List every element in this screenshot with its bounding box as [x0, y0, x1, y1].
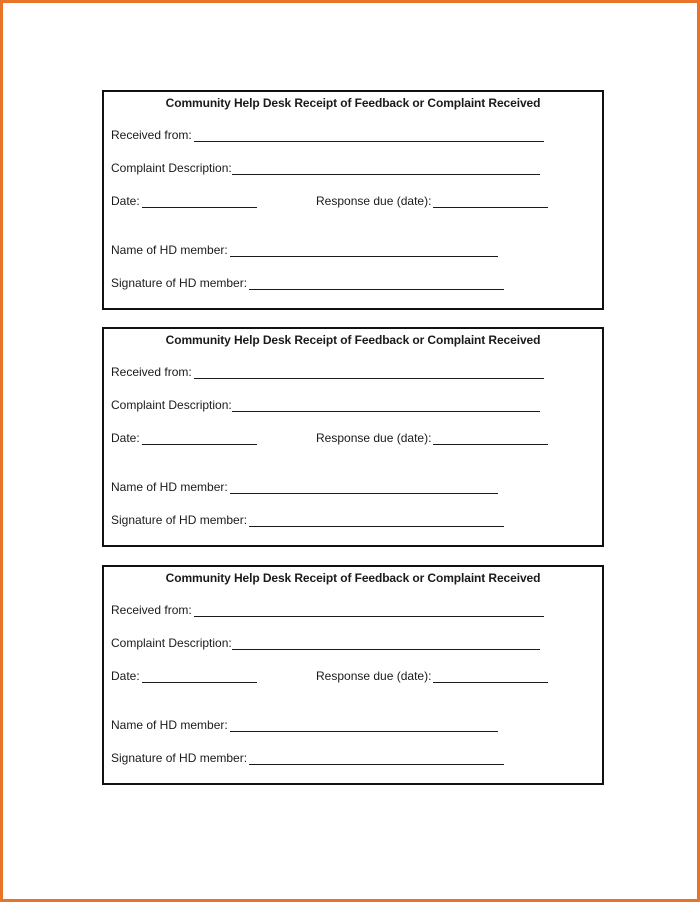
hd-member-signature-field: [111, 276, 504, 290]
received-from-label: Received from:: [111, 128, 192, 142]
hd-member-name-label: Name of HD member:: [111, 243, 228, 257]
complaint-description-field: [111, 398, 540, 412]
receipt-form-1: [102, 90, 604, 310]
response-due-field: [316, 194, 548, 208]
hd-member-name-label: Name of HD member:: [111, 480, 228, 494]
date-label: Date:: [111, 194, 140, 208]
receipt-form-2: [102, 327, 604, 547]
response-due-blank[interactable]: [433, 195, 548, 208]
complaint-description-label: Complaint Description:: [111, 398, 232, 412]
hd-member-signature-field: [111, 513, 504, 527]
response-due-blank[interactable]: [433, 432, 548, 445]
hd-member-signature-label: Signature of HD member:: [111, 276, 248, 290]
receipt-form-3: [102, 565, 604, 785]
hd-member-signature-label: Signature of HD member:: [111, 513, 248, 527]
date-field: [111, 431, 257, 445]
hd-member-signature-blank[interactable]: [249, 752, 504, 765]
response-due-field: [316, 669, 548, 683]
receipt-title: Community Help Desk Receipt of Feedback or Complaint Received: [165, 571, 541, 585]
received-from-label: Received from:: [111, 365, 192, 379]
hd-member-name-field: [111, 718, 498, 732]
received-from-label: Received from:: [111, 603, 192, 617]
hd-member-name-field: [111, 243, 498, 257]
hd-member-name-blank[interactable]: [230, 719, 498, 732]
received-from-field: [111, 128, 544, 142]
hd-member-signature-field: [111, 751, 504, 765]
hd-member-name-blank[interactable]: [230, 481, 498, 494]
hd-member-name-field: [111, 480, 498, 494]
complaint-description-field: [111, 161, 540, 175]
response-due-blank[interactable]: [433, 670, 548, 683]
response-due-label: Response due (date):: [316, 431, 432, 445]
date-blank[interactable]: [142, 195, 257, 208]
receipt-title: Community Help Desk Receipt of Feedback or Complaint Received: [165, 96, 541, 110]
received-from-field: [111, 603, 544, 617]
response-due-label: Response due (date):: [316, 194, 432, 208]
date-field: [111, 194, 257, 208]
received-from-field: [111, 365, 544, 379]
complaint-description-label: Complaint Description:: [111, 161, 232, 175]
hd-member-signature-blank[interactable]: [249, 514, 504, 527]
response-due-field: [316, 431, 548, 445]
complaint-description-blank[interactable]: [232, 399, 540, 412]
date-label: Date:: [111, 669, 140, 683]
receipt-title: Community Help Desk Receipt of Feedback or Complaint Received: [165, 333, 541, 347]
complaint-description-field: [111, 636, 540, 650]
complaint-description-label: Complaint Description:: [111, 636, 232, 650]
hd-member-signature-label: Signature of HD member:: [111, 751, 248, 765]
date-blank[interactable]: [142, 670, 257, 683]
hd-member-signature-blank[interactable]: [249, 277, 504, 290]
date-blank[interactable]: [142, 432, 257, 445]
date-label: Date:: [111, 431, 140, 445]
received-from-blank[interactable]: [194, 604, 544, 617]
response-due-label: Response due (date):: [316, 669, 432, 683]
received-from-blank[interactable]: [194, 129, 544, 142]
received-from-blank[interactable]: [194, 366, 544, 379]
complaint-description-blank[interactable]: [232, 162, 540, 175]
date-field: [111, 669, 257, 683]
complaint-description-blank[interactable]: [232, 637, 540, 650]
hd-member-name-label: Name of HD member:: [111, 718, 228, 732]
hd-member-name-blank[interactable]: [230, 244, 498, 257]
